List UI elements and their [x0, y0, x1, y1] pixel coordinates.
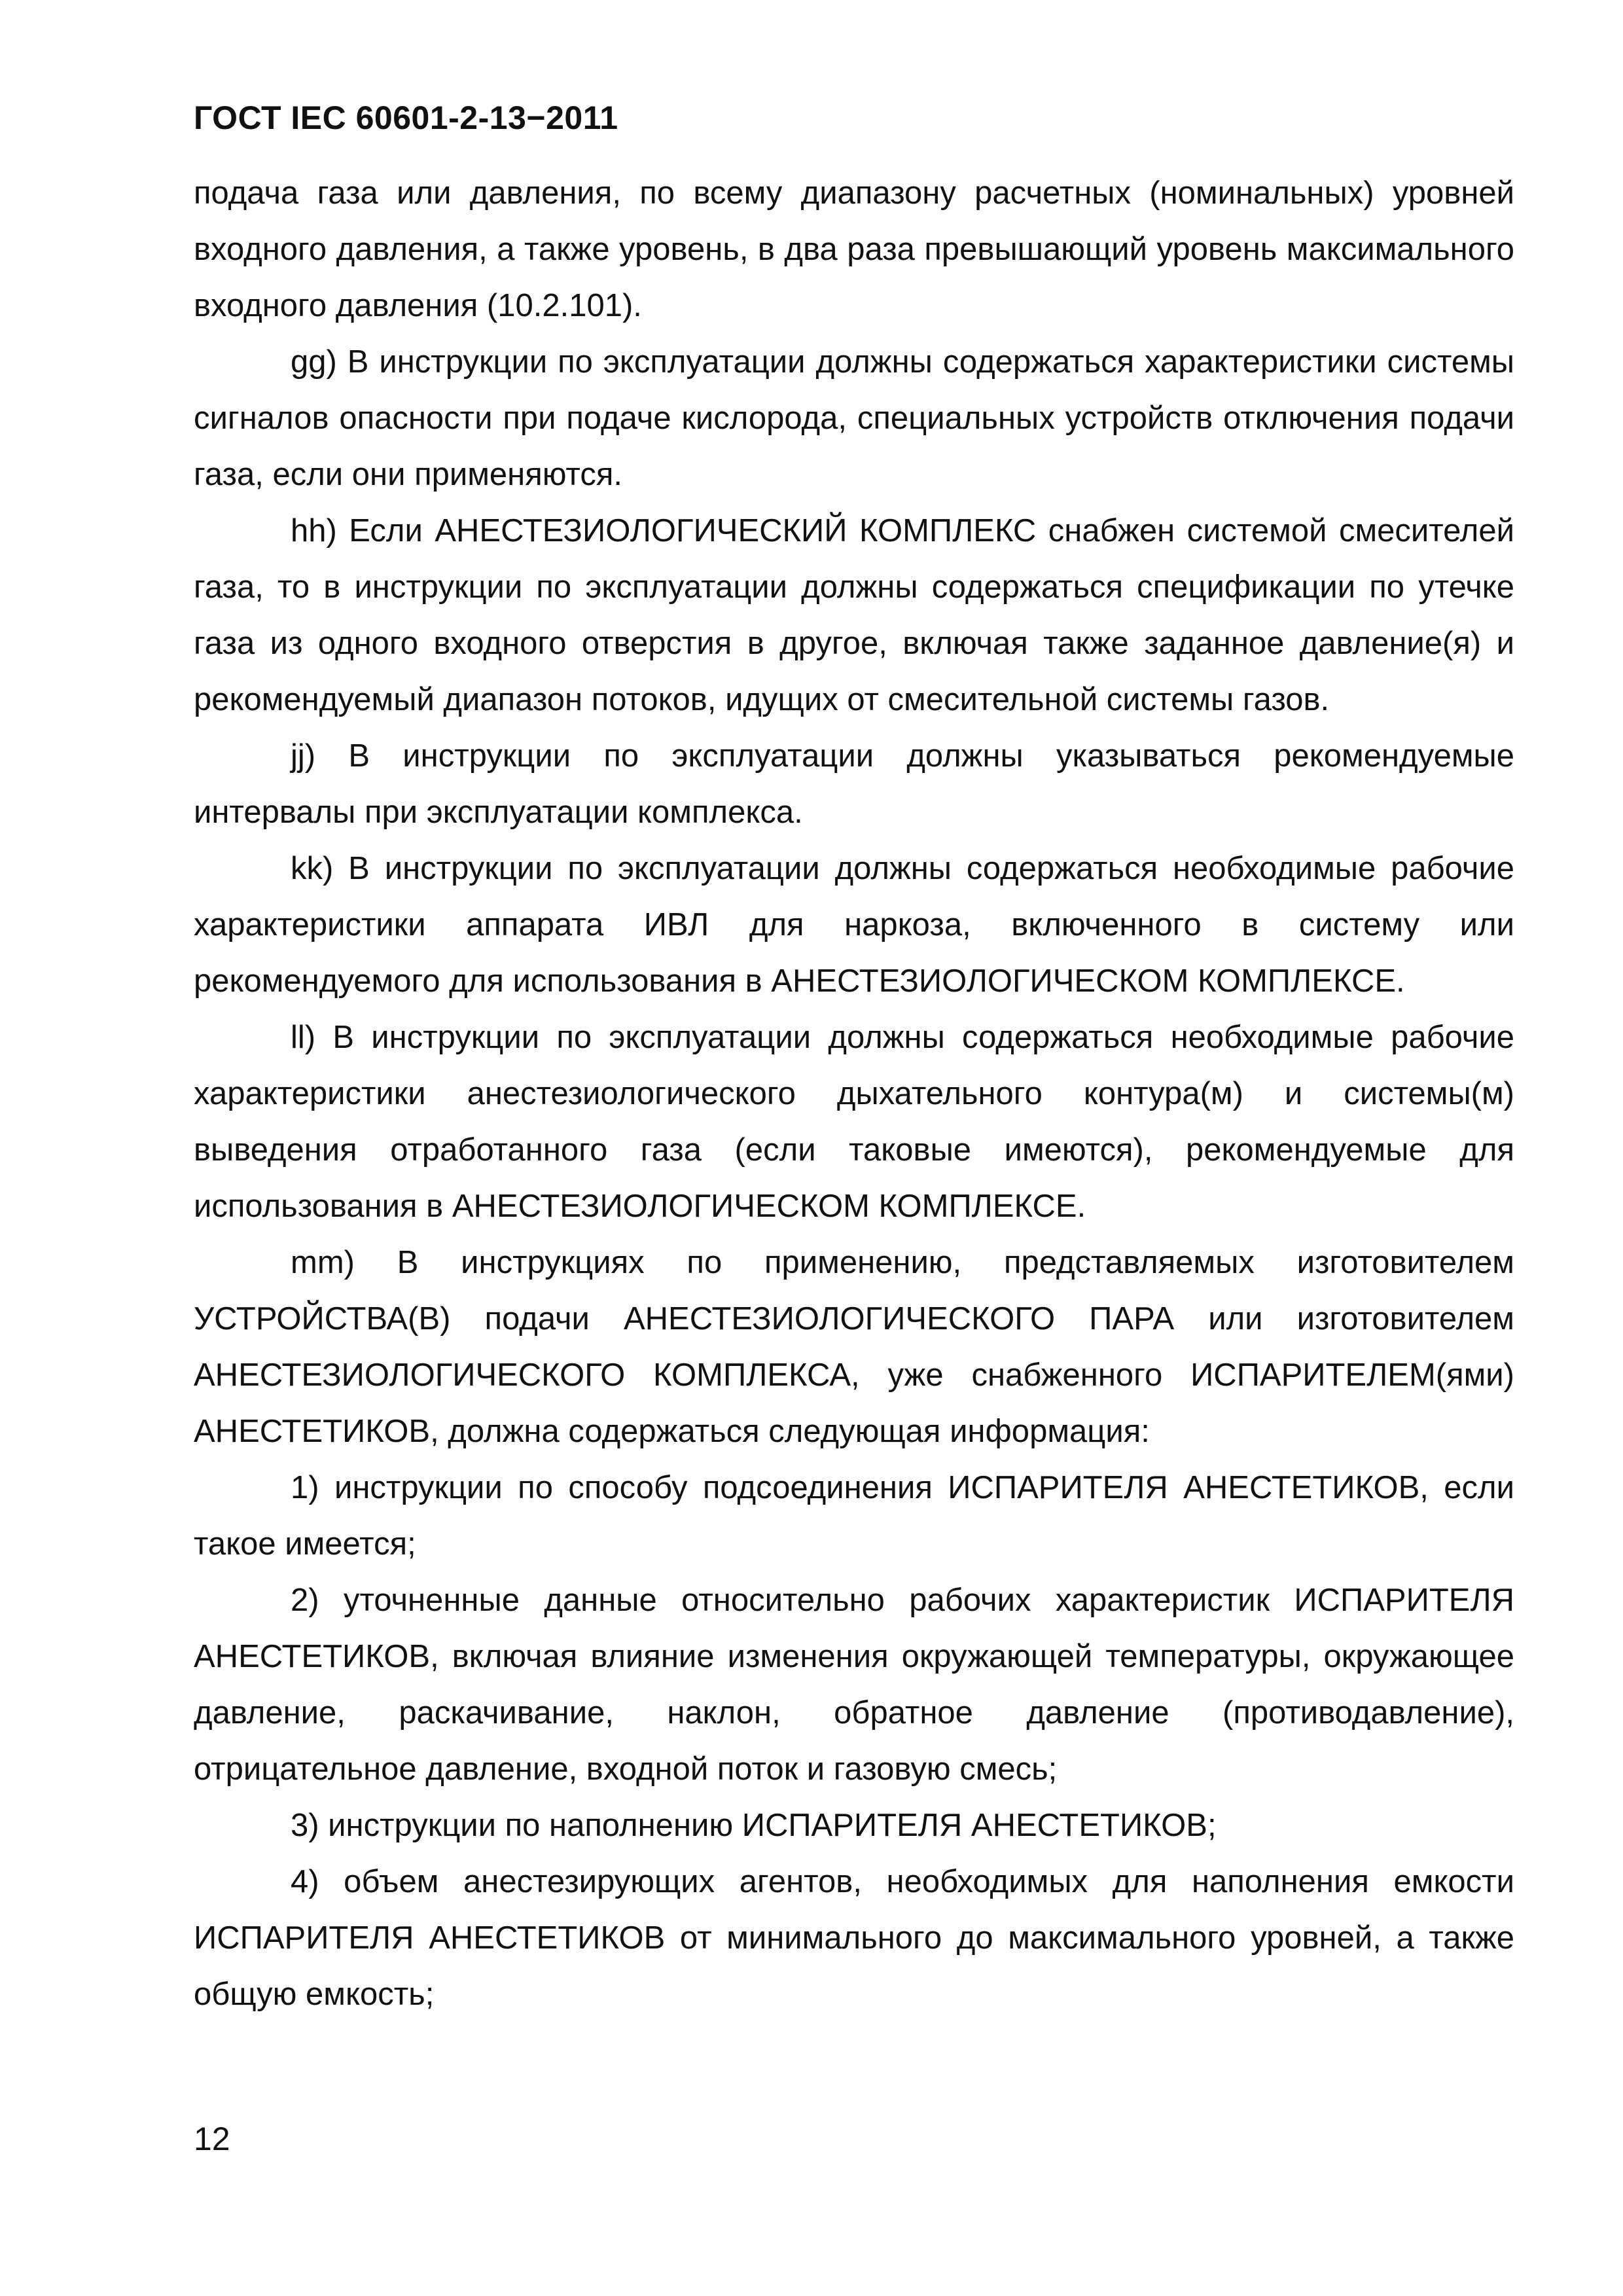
- paragraph-subitem-4: 4) объем анестезирующих агентов, необходимых для наполнения емкости ИСПАРИТЕЛЯ АНЕСТЕТИКОВ от минимального до максимального уровней, а также общую емкость;: [194, 1864, 1514, 2012]
- page-number: 12: [194, 2121, 230, 2157]
- paragraph-item-hh: hh) Если АНЕСТЕЗИОЛОГИЧЕСКИЙ КОМПЛЕКС снабжен системой смесителей газа, то в инструкции по эксплуатации должны содержаться спецификации по утечке газа из одного входного отверстия в другое, включая также заданное давление(я) и рекомендуемый диапазон потоков, идущих от смесительной системы газов.: [194, 513, 1514, 717]
- document-body: [194, 165, 1514, 2022]
- paragraph-item-kk: kk) В инструкции по эксплуатации должны содержаться необходимые рабочие характеристики аппарата ИВЛ для наркоза, включенного в систему или рекомендуемого для использования в АНЕСТЕЗИОЛОГИЧЕСКОМ КОМПЛЕКСЕ.: [194, 851, 1514, 999]
- paragraph-item-ll: ll) В инструкции по эксплуатации должны содержаться необходимые рабочие характеристики анестезиологического дыхательного контура(м) и системы(м) выведения отработанного газа (если таковые имеются), рекомендуемые для использования в АНЕСТЕЗИОЛОГИЧЕСКОМ КОМПЛЕКСЕ.: [194, 1020, 1514, 1224]
- document-header: ГОСТ IEC 60601-2-13−2011: [194, 99, 618, 136]
- paragraph-continuation: подача газа или давления, по всему диапазону расчетных (номинальных) уровней входного давления, а также уровень, в два раза превышающий уровень максимального входного давления (10.2.101).: [194, 175, 1514, 323]
- paragraph-item-mm: mm) В инструкциях по применению, представляемых изготовителем УСТРОЙСТВА(В) подачи АНЕСТЕЗИОЛОГИЧЕСКОГО ПАРА или изготовителем АНЕСТЕЗИОЛОГИЧЕСКОГО КОМПЛЕКСА, уже снабженного ИСПАРИТЕЛЕМ(ями) АНЕСТЕТИКОВ, должна содержаться следующая информация:: [194, 1245, 1514, 1449]
- paragraph-subitem-3: 3) инструкции по наполнению ИСПАРИТЕЛЯ АНЕСТЕТИКОВ;: [291, 1808, 1217, 1843]
- paragraph-item-gg: gg) В инструкции по эксплуатации должны содержаться характеристики системы сигналов опасности при подаче кислорода, специальных устройств отключения подачи газа, если они применяются.: [194, 344, 1514, 492]
- paragraph-item-jj: jj) В инструкции по эксплуатации должны указываться рекомендуемые интервалы при эксплуатации комплекса.: [194, 738, 1514, 830]
- paragraph-subitem-1: 1) инструкции по способу подсоединения ИСПАРИТЕЛЯ АНЕСТЕТИКОВ, если такое имеется;: [194, 1470, 1514, 1562]
- paragraph-subitem-2: 2) уточненные данные относительно рабочих характеристик ИСПАРИТЕЛЯ АНЕСТЕТИКОВ, включая влияние изменения окружающей температуры, окружающее давление, раскачивание, наклон, обратное давление (противодавление), отрицательное давление, входной поток и газовую смесь;: [194, 1583, 1514, 1787]
